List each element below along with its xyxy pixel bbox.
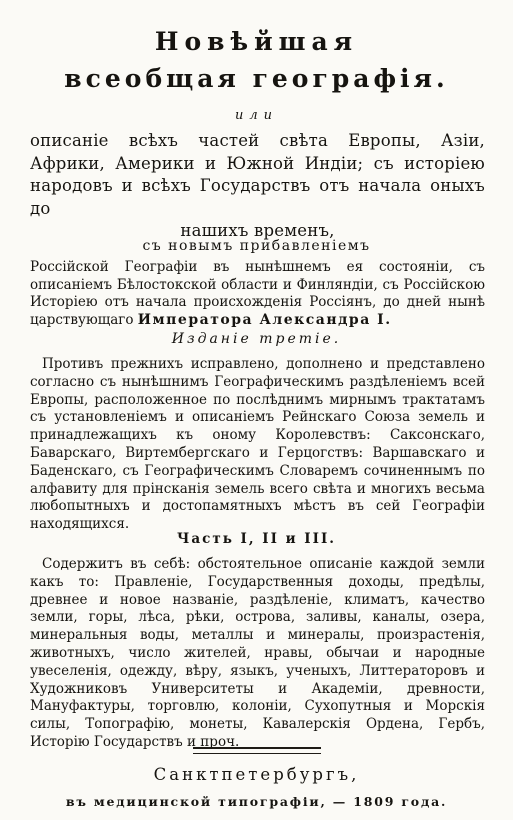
russian-geography-block (30, 259, 485, 329)
russian-geography-text: Россійской Географіи въ нынѣшнемъ ея состояніи, съ описаніемъ Бѣлостокской области и Финляндіи, съ Россійскою Исторіею отъ начала происхожденія Россіянъ, до дней нынѣ царствующаго (30, 259, 485, 328)
description-block (30, 130, 485, 243)
decorative-rule (193, 747, 321, 754)
edition-label: Изданіе третіе. (171, 331, 342, 347)
parts-label: Часть I, II и III. (177, 531, 336, 547)
emperor-name: Императора Александра I. (137, 311, 392, 328)
corrections-paragraph: Противъ прежнихъ исправлено, дополнено и представлено согласно съ нынѣшнимъ Географическимъ раздѣленіемъ всей Европы, расположенное по послѣднимъ мирнымъ трактатамъ съ установленіемъ и описаніемъ Рейнскаго Союза земель и принадлежащихъ къ оному Королевствъ: Саксонскаго, Баварскаго, Виртембергскаго и Герцогствъ: Варшавскаго и Баденскаго, съ Географическимъ Словаремъ сочиненнымъ по алфавиту для прінсканія земель всего свѣта и многихъ весьма любопытныхъ и достопамятныхъ мѣстъ въ сей Географіи находящихся. (30, 356, 485, 533)
city-imprint: Санктпетербургъ, (153, 765, 360, 784)
contents-paragraph: Содержитъ въ себѣ: обстоятельное описаніе каждой земли какъ то: Правленіе, Государственныя доходы, предѣлы, древнее и новое названіе, раздѣленіе, климатъ, качество земли, горы, лѣса, рѣки, острова, заливы, каналы, озера, минеральныя воды, металлы и минералы, произрастенія, животныхъ, число жителей, нравы, обычаи и народные увеселенія, одежду, вѣру, языкъ, ученыхъ, Литтераторовъ и Художниковъ Университеты и Академіи, древности, Мануфактуры, торговлю, колоніи, Сухопутныя и Морскія силы, Топографію, монеты, Кавалерскія Ордена, Гербъ, Исторію Государствъ и проч. (30, 556, 485, 750)
press-imprint: въ медицинской типографіи, — 1809 года. (65, 794, 448, 809)
or-connector: или (234, 108, 279, 123)
new-addition-heading: съ новымъ прибавленіемъ (142, 238, 371, 254)
title-line-1: Новѣйшая (154, 27, 359, 56)
description-text: описаніе всѣхъ частей свѣта Европы, Азіи, Африки, Америки и Южной Индіи; съ исторіею народовъ и всѣхъ Государствъ отъ начала оныхъ до (30, 131, 485, 218)
description-last-line: нашихъ временъ, (180, 221, 335, 240)
title-line-2: всеобщая географія. (64, 64, 449, 93)
